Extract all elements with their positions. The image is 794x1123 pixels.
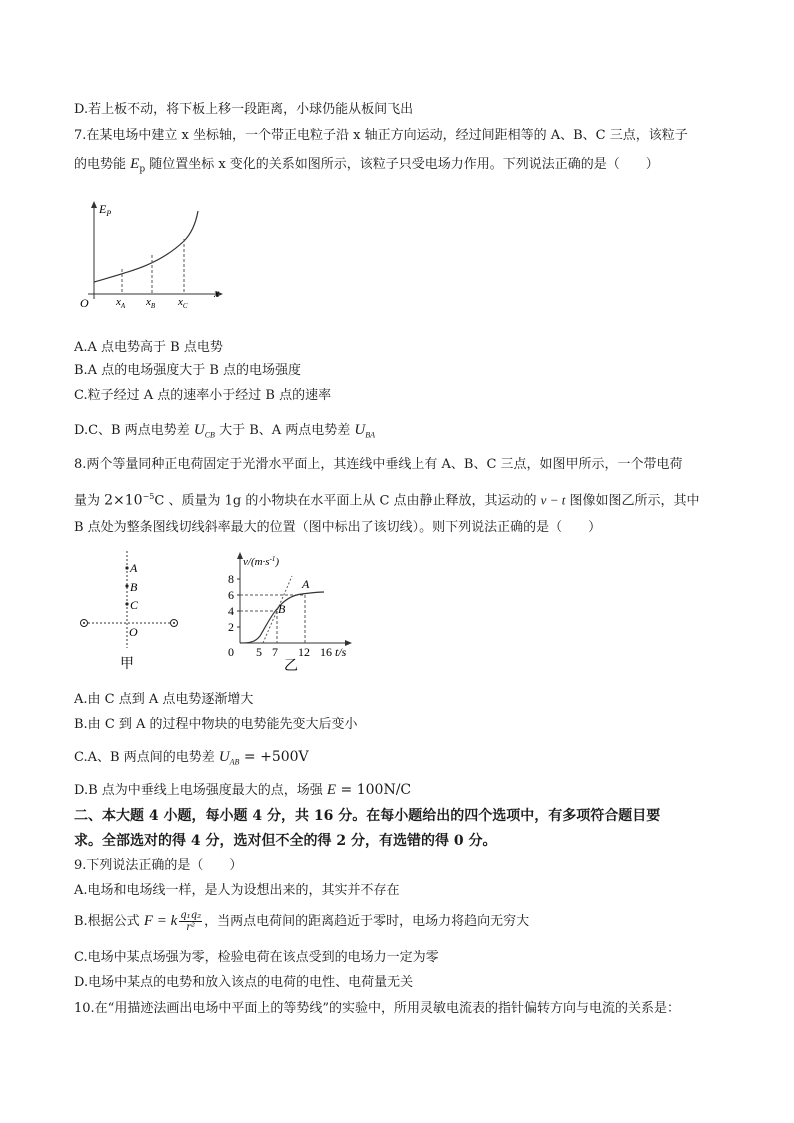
q7-option-a: A.A 点电势高于 B 点电势 bbox=[74, 340, 223, 355]
coulomb-fraction: $\frac{\text{q₁q₂}}{\text{r²}}$ bbox=[180, 910, 202, 933]
x-axis-label: x bbox=[214, 286, 220, 300]
q8-stem-line2: 量为 $2\times 10^{-5}C$ 、质量为 1g 的小物块在水平面上从 C 点由静止释放，其运动的 v − t 图像如图乙所示，其中 bbox=[74, 492, 700, 509]
x-tick-0: 0 bbox=[228, 645, 234, 659]
q8-option-c: C.A、B 两点间的电势差 $U_{AB} = +500V$ bbox=[74, 749, 309, 767]
q7-stem-line1: 7.在某电场中建立 x 坐标轴，一个带正电粒子沿 x 轴正方向运动，经过间距相等的 A、B、C 三点，该粒子 bbox=[74, 128, 688, 143]
q7-option-d: D.C、B 两点电势差 $U_{CB}$ 大于 B、A 两点电势差 $U_{BA}$ bbox=[74, 422, 376, 440]
x-tick-5: 5 bbox=[256, 645, 262, 659]
caption-jia: 甲 bbox=[120, 657, 134, 672]
x-tick-16: 16 bbox=[320, 645, 332, 659]
section2-heading-line1: 二、本大题 4 小题，每小题 4 分，共 16 分。在每小题给出的四个选项中，有多项符合题目要 bbox=[74, 808, 661, 824]
label-o: O bbox=[129, 625, 138, 639]
q7-energy-position-graph bbox=[74, 197, 234, 315]
point-b bbox=[125, 584, 128, 587]
x-axis-label: t/s bbox=[335, 645, 347, 659]
label-c: C bbox=[130, 598, 139, 612]
q6-option-d: D.若上板不动，将下板上移一段距离，小球仍能从板间飞出 bbox=[74, 102, 414, 117]
q10-stem: 10.在“用描迹法画出电场中平面上的等势线”的实验中，所用灵敏电流表的指针偏转方向与电流的关系是： bbox=[74, 1001, 680, 1016]
tick-xb: $x_B$ bbox=[146, 296, 156, 310]
q8-option-b: B.由 C 到 A 的过程中物块的电势能先变大后变小 bbox=[74, 717, 358, 732]
q8-option-d: D.B 点为中垂线上电场强度最大的点，场强 E = 100N/C bbox=[74, 782, 412, 798]
q8-stem-line3: B 点处为整条图线切线斜率最大的位置（图中标出了该切线）。则下列说法正确的是（ ） bbox=[74, 520, 602, 535]
y-axis-arrow bbox=[91, 201, 97, 208]
origin-label: O bbox=[80, 296, 89, 310]
q9-option-a: A.电场和电场线一样，是人为设想出来的，其实并不存在 bbox=[74, 883, 400, 898]
point-c bbox=[125, 602, 128, 605]
label-a: A bbox=[130, 561, 138, 575]
q9-stem: 9.下列说法正确的是（ ） bbox=[74, 858, 243, 873]
energy-curve bbox=[94, 211, 198, 282]
x-tick-12: 12 bbox=[298, 645, 310, 659]
y-tick-6: 6 bbox=[228, 588, 234, 602]
q7-stem-line2: 的电势能 $E_p$ 随位置坐标 x 变化的关系如图所示，该粒子只受电场力作用。下列说法正确的是（ ） bbox=[74, 156, 659, 175]
tick-xa: $x_A$ bbox=[116, 296, 126, 310]
q7-option-b: B.A 点的电场强度大于 B 点的电场强度 bbox=[74, 363, 302, 378]
y-tick-8: 8 bbox=[228, 572, 234, 586]
label-b: B bbox=[130, 580, 138, 594]
q9-option-b: B.根据公式 F = k $\frac{\text{q₁q₂}}{\text{r²}}$ ，当两点电荷间的距离趋近于零时，电场力将趋向无穷大 bbox=[74, 910, 530, 933]
q8-option-a: A.由 C 点到 A 点电势逐渐增大 bbox=[74, 692, 254, 707]
q7-option-c: C.粒子经过 A 点的速率小于经过 B 点的速率 bbox=[74, 388, 332, 403]
tick-xc: $x_C$ bbox=[178, 296, 188, 310]
q9-option-c: C.电场中某点场强为零，检验电荷在该点受到的电场力一定为零 bbox=[74, 950, 439, 965]
section2-heading-line2: 求。全部选对的得 4 分，选对但不全的得 2 分，有选错的得 0 分。 bbox=[74, 833, 497, 849]
velocity-curve bbox=[240, 592, 324, 643]
point-b-label: B bbox=[278, 602, 286, 616]
point-a bbox=[125, 566, 128, 569]
y-axis-label: $E_P$ bbox=[99, 202, 112, 218]
q8-velocity-time-graph bbox=[220, 548, 360, 673]
point-a-label: A bbox=[302, 577, 310, 591]
x-tick-7: 7 bbox=[272, 645, 278, 659]
y-axis-label: $v/(m\cdot s^{-1})$ bbox=[243, 555, 280, 568]
q9-option-d: D.电场中某点的电势和放入该点的电荷的电性、电荷量无关 bbox=[74, 975, 414, 990]
y-tick-4: 4 bbox=[228, 604, 234, 618]
q8-stem-line1: 8.两个等量同种正电荷固定于光滑水平面上，其连线中垂线上有 A、B、C 三点，如图甲所示，一个带电荷 bbox=[74, 457, 683, 472]
q8-charge-diagram bbox=[74, 548, 194, 673]
caption-yi: 乙 bbox=[284, 659, 298, 673]
y-tick-2: 2 bbox=[228, 620, 234, 634]
